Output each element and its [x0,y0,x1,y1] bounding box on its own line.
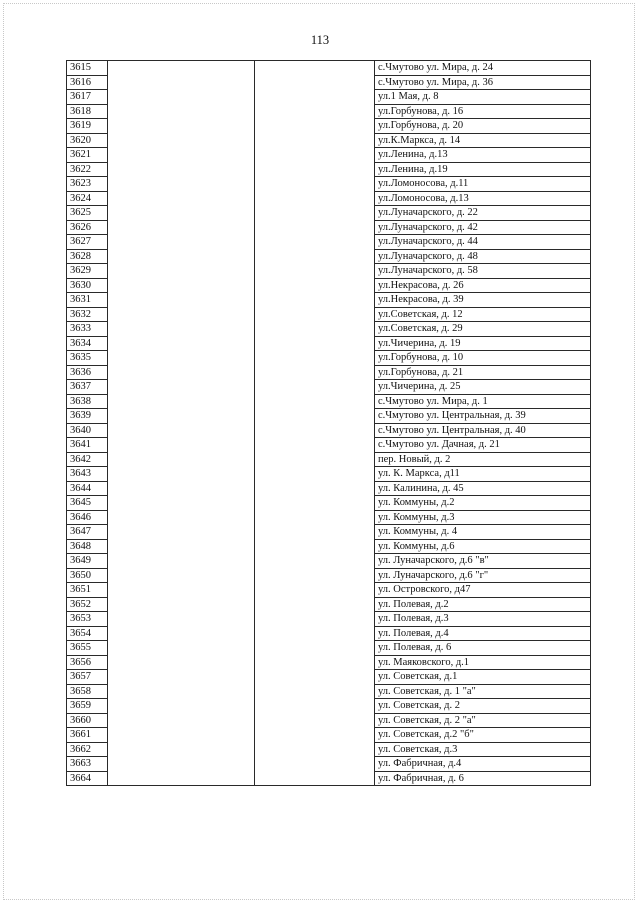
empty-cell [108,322,255,337]
empty-cell [255,249,375,264]
row-number: 3625 [67,206,108,221]
empty-cell [255,597,375,612]
empty-cell [108,452,255,467]
empty-cell [108,568,255,583]
row-number: 3632 [67,307,108,322]
row-address: ул. Советская, д. 2 "а" [375,713,591,728]
row-number: 3634 [67,336,108,351]
row-address: с.Чмутово ул. Мира, д. 24 [375,61,591,76]
row-address: с.Чмутово ул. Мира, д. 36 [375,75,591,90]
empty-cell [255,220,375,235]
table-row [67,713,591,728]
row-address: ул.К.Маркса, д. 14 [375,133,591,148]
table-row [67,90,591,105]
row-address: ул.Советская, д. 12 [375,307,591,322]
table-row [67,220,591,235]
table-row [67,626,591,641]
row-number: 3631 [67,293,108,308]
row-address: ул. Советская, д.2 "б" [375,728,591,743]
row-address: ул. Коммуны, д.6 [375,539,591,554]
empty-cell [108,394,255,409]
row-number: 3642 [67,452,108,467]
empty-cell [255,235,375,250]
empty-cell [108,554,255,569]
table-row [67,264,591,279]
row-address: ул. Коммуны, д. 4 [375,525,591,540]
table-row [67,539,591,554]
table-row [67,525,591,540]
table-row [67,409,591,424]
empty-cell [108,525,255,540]
empty-cell [108,409,255,424]
row-number: 3648 [67,539,108,554]
row-address: ул.Советская, д. 29 [375,322,591,337]
empty-cell [255,452,375,467]
empty-cell [255,568,375,583]
table-row [67,61,591,76]
row-address: ул. Советская, д. 2 [375,699,591,714]
row-address: ул. Калинина, д. 45 [375,481,591,496]
empty-cell [108,177,255,192]
row-number: 3660 [67,713,108,728]
empty-cell [255,177,375,192]
row-address: ул. К. Маркса, д11 [375,467,591,482]
empty-cell [255,104,375,119]
row-number: 3637 [67,380,108,395]
row-address: ул.Горбунова, д. 16 [375,104,591,119]
row-address: ул.Луначарского, д. 42 [375,220,591,235]
row-address: ул. Коммуны, д.2 [375,496,591,511]
row-number: 3622 [67,162,108,177]
row-address: с.Чмутово ул. Мира, д. 1 [375,394,591,409]
empty-cell [108,235,255,250]
empty-cell [108,757,255,772]
empty-cell [108,583,255,598]
table-row [67,438,591,453]
empty-cell [255,771,375,786]
row-number: 3617 [67,90,108,105]
empty-cell [255,496,375,511]
row-number: 3623 [67,177,108,192]
row-number: 3653 [67,612,108,627]
table-row [67,684,591,699]
empty-cell [255,133,375,148]
empty-cell [255,264,375,279]
row-number: 3661 [67,728,108,743]
table-row [67,452,591,467]
empty-cell [108,684,255,699]
empty-cell [108,496,255,511]
row-address: ул.Ленина, д.13 [375,148,591,163]
row-address: ул. Советская, д. 1 "а" [375,684,591,699]
table-row [67,597,591,612]
row-number: 3633 [67,322,108,337]
row-number: 3650 [67,568,108,583]
row-address: ул. Луначарского, д.6 "г" [375,568,591,583]
empty-cell [255,394,375,409]
row-address: ул. Полевая, д.4 [375,626,591,641]
empty-cell [255,525,375,540]
empty-cell [108,293,255,308]
row-number: 3645 [67,496,108,511]
empty-cell [108,104,255,119]
row-address: с.Чмутово ул. Центральная, д. 40 [375,423,591,438]
row-address: ул. Фабричная, д. 6 [375,771,591,786]
row-number: 3638 [67,394,108,409]
empty-cell [108,264,255,279]
empty-cell [108,75,255,90]
row-address: ул.Луначарского, д. 22 [375,206,591,221]
empty-cell [255,365,375,380]
table-row [67,612,591,627]
empty-cell [255,61,375,76]
row-number: 3652 [67,597,108,612]
table-row [67,75,591,90]
empty-cell [255,423,375,438]
empty-cell [108,90,255,105]
table-row [67,728,591,743]
row-number: 3663 [67,757,108,772]
table-row [67,119,591,134]
row-number: 3615 [67,61,108,76]
table-row [67,191,591,206]
empty-cell [108,467,255,482]
row-address: пер. Новый, д. 2 [375,452,591,467]
row-number: 3626 [67,220,108,235]
page-number: 113 [310,33,330,47]
empty-cell [108,61,255,76]
empty-cell [108,612,255,627]
table-row [67,365,591,380]
row-address: ул.Некрасова, д. 39 [375,293,591,308]
table-row [67,351,591,366]
empty-cell [255,641,375,656]
empty-cell [255,742,375,757]
row-address: ул. Островского, д47 [375,583,591,598]
row-address: ул.Чичерина, д. 25 [375,380,591,395]
row-address: ул. Полевая, д.3 [375,612,591,627]
table-row [67,496,591,511]
empty-cell [255,75,375,90]
empty-cell [108,438,255,453]
table-row [67,104,591,119]
table-row [67,322,591,337]
row-address: ул. Маяковского, д.1 [375,655,591,670]
empty-cell [255,467,375,482]
table-row [67,467,591,482]
row-number: 3655 [67,641,108,656]
table-row [67,423,591,438]
table-row [67,278,591,293]
empty-cell [255,626,375,641]
empty-cell [255,612,375,627]
empty-cell [108,191,255,206]
row-number: 3662 [67,742,108,757]
row-address: ул.1 Мая, д. 8 [375,90,591,105]
row-number: 3664 [67,771,108,786]
empty-cell [255,206,375,221]
empty-cell [108,699,255,714]
row-number: 3649 [67,554,108,569]
empty-cell [108,481,255,496]
row-address: ул.Ломоносова, д.13 [375,191,591,206]
row-address: ул. Коммуны, д.3 [375,510,591,525]
empty-cell [108,655,255,670]
table-row [67,554,591,569]
row-address: ул.Ленина, д.19 [375,162,591,177]
row-number: 3659 [67,699,108,714]
row-number: 3646 [67,510,108,525]
empty-cell [108,510,255,525]
row-address: ул.Ломоносова, д.11 [375,177,591,192]
empty-cell [255,670,375,685]
row-address: ул. Луначарского, д.6 "в" [375,554,591,569]
row-number: 3619 [67,119,108,134]
row-number: 3639 [67,409,108,424]
empty-cell [108,220,255,235]
table-row [67,742,591,757]
row-number: 3627 [67,235,108,250]
table-row [67,206,591,221]
row-number: 3628 [67,249,108,264]
table-row [67,481,591,496]
empty-cell [108,148,255,163]
table-row [67,307,591,322]
row-address: ул.Горбунова, д. 20 [375,119,591,134]
row-number: 3618 [67,104,108,119]
table-row [67,394,591,409]
empty-cell [255,380,375,395]
row-address: ул.Луначарского, д. 48 [375,249,591,264]
empty-cell [255,583,375,598]
empty-cell [255,728,375,743]
row-number: 3629 [67,264,108,279]
table-row [67,771,591,786]
empty-cell [255,307,375,322]
table-row [67,568,591,583]
table-row [67,235,591,250]
empty-cell [108,713,255,728]
row-number: 3630 [67,278,108,293]
table-row [67,757,591,772]
empty-cell [255,539,375,554]
empty-cell [255,322,375,337]
table-row [67,177,591,192]
empty-cell [108,133,255,148]
empty-cell [108,351,255,366]
empty-cell [108,539,255,554]
row-number: 3620 [67,133,108,148]
empty-cell [108,249,255,264]
row-address: ул. Полевая, д. 6 [375,641,591,656]
empty-cell [255,655,375,670]
table-row [67,699,591,714]
row-number: 3656 [67,655,108,670]
empty-cell [108,206,255,221]
row-number: 3635 [67,351,108,366]
empty-cell [255,278,375,293]
empty-cell [108,626,255,641]
row-address: с.Чмутово ул. Дачная, д. 21 [375,438,591,453]
empty-cell [108,278,255,293]
row-number: 3636 [67,365,108,380]
empty-cell [255,293,375,308]
empty-cell [108,307,255,322]
empty-cell [255,684,375,699]
table-row [67,336,591,351]
empty-cell [255,699,375,714]
row-address: ул.Некрасова, д. 26 [375,278,591,293]
row-address: ул.Луначарского, д. 44 [375,235,591,250]
empty-cell [255,713,375,728]
empty-cell [255,90,375,105]
row-number: 3641 [67,438,108,453]
row-number: 3657 [67,670,108,685]
empty-cell [108,162,255,177]
address-table [66,60,591,786]
table-row [67,655,591,670]
address-table-body [67,61,591,786]
empty-cell [108,380,255,395]
empty-cell [108,742,255,757]
empty-cell [108,597,255,612]
table-row [67,670,591,685]
row-number: 3624 [67,191,108,206]
empty-cell [108,670,255,685]
row-number: 3644 [67,481,108,496]
empty-cell [255,191,375,206]
row-address: ул.Горбунова, д. 10 [375,351,591,366]
row-address: ул. Советская, д.3 [375,742,591,757]
row-address: ул. Фабричная, д.4 [375,757,591,772]
row-address: ул. Полевая, д.2 [375,597,591,612]
row-number: 3651 [67,583,108,598]
row-address: ул.Чичерина, д. 19 [375,336,591,351]
empty-cell [255,162,375,177]
empty-cell [108,336,255,351]
table-row [67,148,591,163]
row-number: 3616 [67,75,108,90]
empty-cell [108,423,255,438]
empty-cell [108,641,255,656]
table-row [67,380,591,395]
table-row [67,249,591,264]
row-number: 3643 [67,467,108,482]
row-number: 3658 [67,684,108,699]
row-address: ул.Луначарского, д. 58 [375,264,591,279]
empty-cell [108,728,255,743]
row-number: 3647 [67,525,108,540]
row-number: 3654 [67,626,108,641]
table-row [67,162,591,177]
row-address: с.Чмутово ул. Центральная, д. 39 [375,409,591,424]
empty-cell [255,554,375,569]
empty-cell [255,148,375,163]
row-number: 3621 [67,148,108,163]
table-row [67,133,591,148]
empty-cell [255,336,375,351]
table-row [67,583,591,598]
empty-cell [108,771,255,786]
empty-cell [108,119,255,134]
table-row [67,641,591,656]
empty-cell [255,481,375,496]
empty-cell [255,351,375,366]
empty-cell [255,757,375,772]
empty-cell [255,510,375,525]
row-address: ул. Советская, д.1 [375,670,591,685]
empty-cell [108,365,255,380]
row-address: ул.Горбунова, д. 21 [375,365,591,380]
empty-cell [255,409,375,424]
table-row [67,293,591,308]
table-row [67,510,591,525]
empty-cell [255,438,375,453]
empty-cell [255,119,375,134]
row-number: 3640 [67,423,108,438]
